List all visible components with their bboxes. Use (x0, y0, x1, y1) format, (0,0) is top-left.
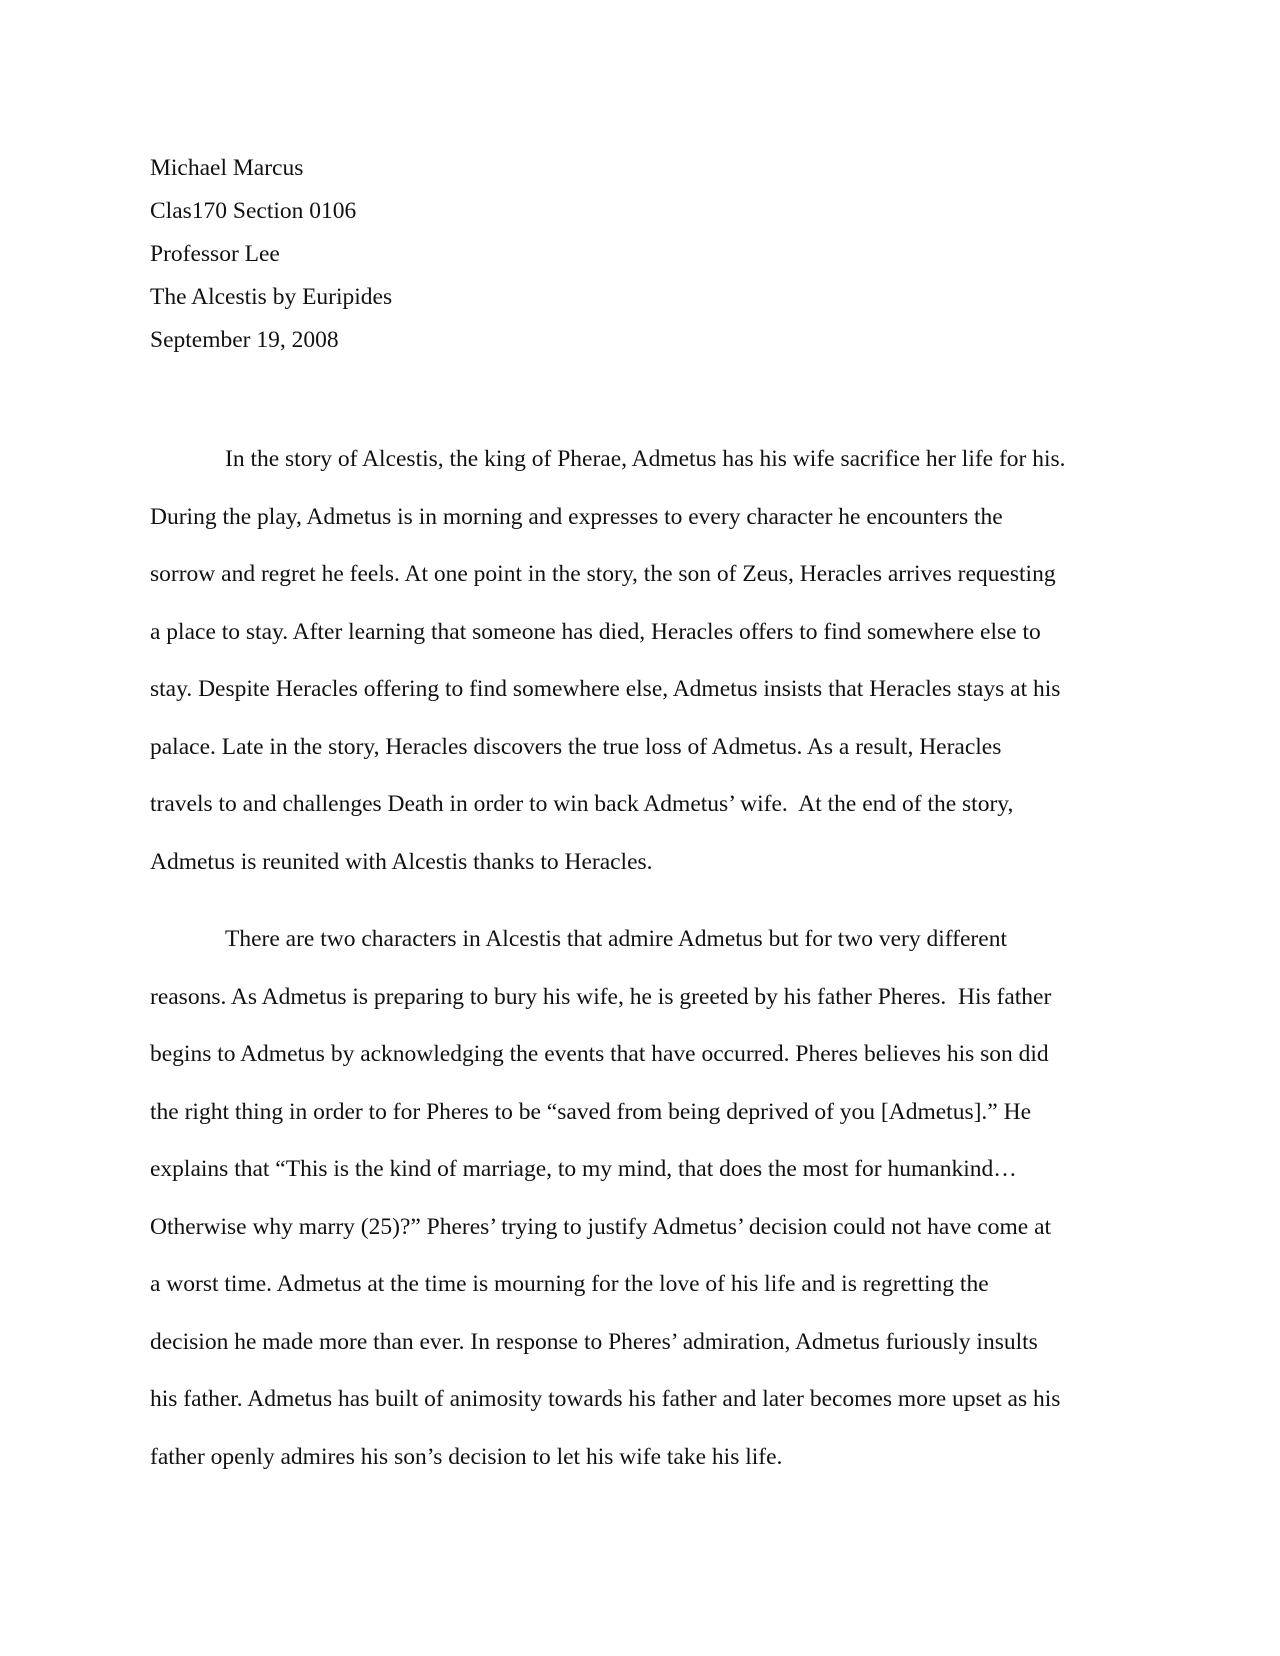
paragraph-line: There are two characters in Alcestis that admire Admetus but for two very different (225, 926, 1007, 952)
author-name: Michael Marcus (150, 155, 304, 181)
paragraph-line: palace. Late in the story, Heracles discovers the true loss of Admetus. As a result, Heracles (150, 733, 1002, 760)
essay-title: The Alcestis by Euripides (150, 284, 393, 310)
paragraph-line: sorrow and regret he feels. At one point in the story, the son of Zeus, Heracles arrives requesting (150, 561, 1056, 587)
course-section: Clas170 Section 0106 (150, 198, 357, 224)
paragraph-line: explains that “This is the kind of marriage, to my mind, that does the most for humankind… (150, 1156, 1017, 1182)
paragraph-1 (150, 431, 1150, 891)
paragraph-line: During the play, Admetus is in morning and expresses to every character he encounters the (150, 503, 1003, 530)
paragraph-line: In the story of Alcestis, the king of Pherae, Admetus has his wife sacrifice her life for his. (225, 446, 1066, 472)
paragraph-line: stay. Despite Heracles offering to find somewhere else, Admetus insists that Heracles stays at his (150, 676, 1061, 702)
paragraph-line: travels to and challenges Death in order to win back Admetus’ wife. At the end of the story, (150, 791, 1014, 817)
paragraph-line: a worst time. Admetus at the time is mourning for the love of his life and is regretting the (150, 1271, 989, 1297)
paragraph-line: father openly admires his son’s decision to let his wife take his life. (150, 1443, 783, 1470)
paragraph-line: decision he made more than ever. In response to Pheres’ admiration, Admetus furiously insults (150, 1328, 1038, 1355)
professor-name: Professor Lee (150, 241, 280, 267)
paragraph-line: Otherwise why marry (25)?” Pheres’ trying to justify Admetus’ decision could not have come at (150, 1213, 1052, 1240)
paragraph-line: reasons. As Admetus is preparing to bury his wife, he is greeted by his father Pheres. His father (150, 983, 1052, 1010)
paragraph-line: Admetus is reunited with Alcestis thanks to Heracles. (150, 848, 653, 875)
paragraph-line: the right thing in order to for Pheres to be “saved from being deprived of you [Admetus].” He (150, 1098, 1032, 1125)
paragraph-line: his father. Admetus has built of animosity towards his father and later becomes more upset as his (150, 1386, 1061, 1412)
document-header (150, 147, 1050, 362)
paragraph-line: begins to Admetus by acknowledging the events that have occurred. Pheres believes his son did (150, 1041, 1049, 1067)
paragraph-line: a place to stay. After learning that someone has died, Heracles offers to find somewhere else to (150, 618, 1041, 645)
essay-date: September 19, 2008 (150, 327, 339, 353)
paragraph-2 (150, 911, 1150, 1486)
